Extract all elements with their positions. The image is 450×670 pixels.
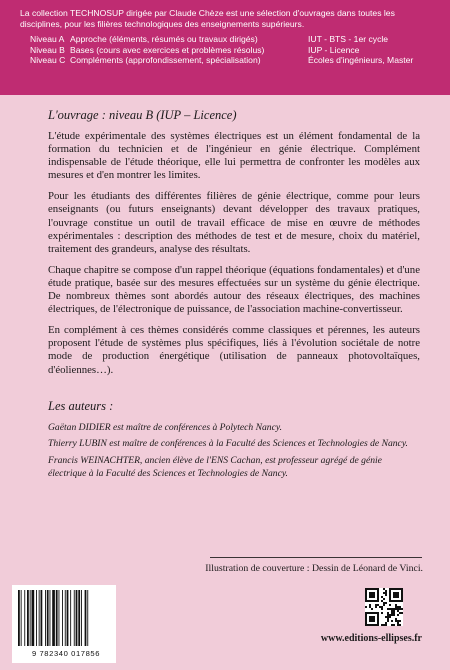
description-paragraph: Chaque chapitre se compose d'un rappel théorique (équations fondamentales) et d'une étude pratique, basée sur des mesures effectuées sur un système du génie électrique. De nombreux thèmes sont abordés autour des réseaux électriques, des machines électriques, de l'électronique de puissance, de l'association machine-convertisseur.	[48, 263, 420, 316]
level-audience: Écoles d'ingénieurs, Master	[308, 55, 414, 66]
collection-banner	[0, 0, 450, 95]
level-audience: IUT - BTS - 1er cycle	[308, 34, 389, 45]
qr-code	[365, 588, 403, 626]
publisher-url[interactable]: www.editions-ellipses.fr	[320, 633, 422, 644]
barcode	[12, 585, 116, 663]
level-table	[20, 34, 430, 66]
author-bio: Thierry LUBIN est maître de conférences à la Faculté des Sciences et Technologies de Nancy.	[48, 438, 408, 450]
book-level-heading: L'ouvrage : niveau B (IUP – Licence)	[48, 108, 237, 122]
qr-code-icon	[365, 588, 403, 626]
cover-credit: Illustration de couverture : Dessin de Léonard de Vinci.	[205, 563, 423, 574]
author-bio: Francis WEINACHTER, ancien élève de l'ENS Cachan, est professeur agrégé de génie électrique à la Faculté des Sciences et Technologies de Nancy.	[48, 455, 382, 479]
level-label: Niveau C	[30, 55, 66, 66]
isbn-number: 9 782340 017856	[31, 649, 101, 658]
level-description: Compléments (approfondissement, spécialisation)	[70, 55, 261, 66]
level-audience: IUP - Licence	[308, 44, 360, 55]
level-label: Niveau A	[30, 34, 65, 45]
authors-heading: Les auteurs :	[48, 398, 114, 413]
author-bio: Gaëtan DIDIER est maître de conférences à Polytech Nancy.	[48, 421, 282, 433]
level-description: Approche (éléments, résumés ou travaux dirigés)	[70, 34, 258, 45]
level-label: Niveau B	[30, 44, 65, 55]
level-description: Bases (cours avec exercices et problèmes résolus)	[70, 44, 265, 55]
divider	[210, 557, 422, 558]
collection-intro: La collection TECHNOSUP dirigée par Claude Chèze est une sélection d'ouvrages dans toutes les disciplines, pour les filières technologiques des enseignements supérieurs.	[20, 8, 395, 29]
barcode-icon	[18, 590, 110, 648]
description-paragraph: Pour les étudiants des différentes filières de génie électrique, comme pour leurs enseignants (ou futurs enseignants) devant développer des travaux pratiques, l'ouvrage constitue un outil de travail efficace de mise en œuvre de méthodes expérimentales : description des méthodes de test et de mesure, choix du matériel, traitement des grandeurs, analyse des résultats.	[48, 190, 420, 255]
description-paragraph: En complément à ces thèmes considérés comme classiques et pérennes, les auteurs proposent l'étude de systèmes plus spécifiques, liés à l'évolution sociétale de notre mode de production énergétique (utilisation de panneaux photovoltaïques, d'éoliennes…).	[48, 324, 420, 376]
description-paragraph: L'étude expérimentale des systèmes électriques est un élément fondamental de la formation du technicien et de l'ingénieur en génie électrique. Complément indispensable de l'étude théorique, elle lui permettra de confronter les modèles aux mesures et d'en montrer les limites.	[48, 130, 420, 182]
description-body	[48, 108, 420, 485]
